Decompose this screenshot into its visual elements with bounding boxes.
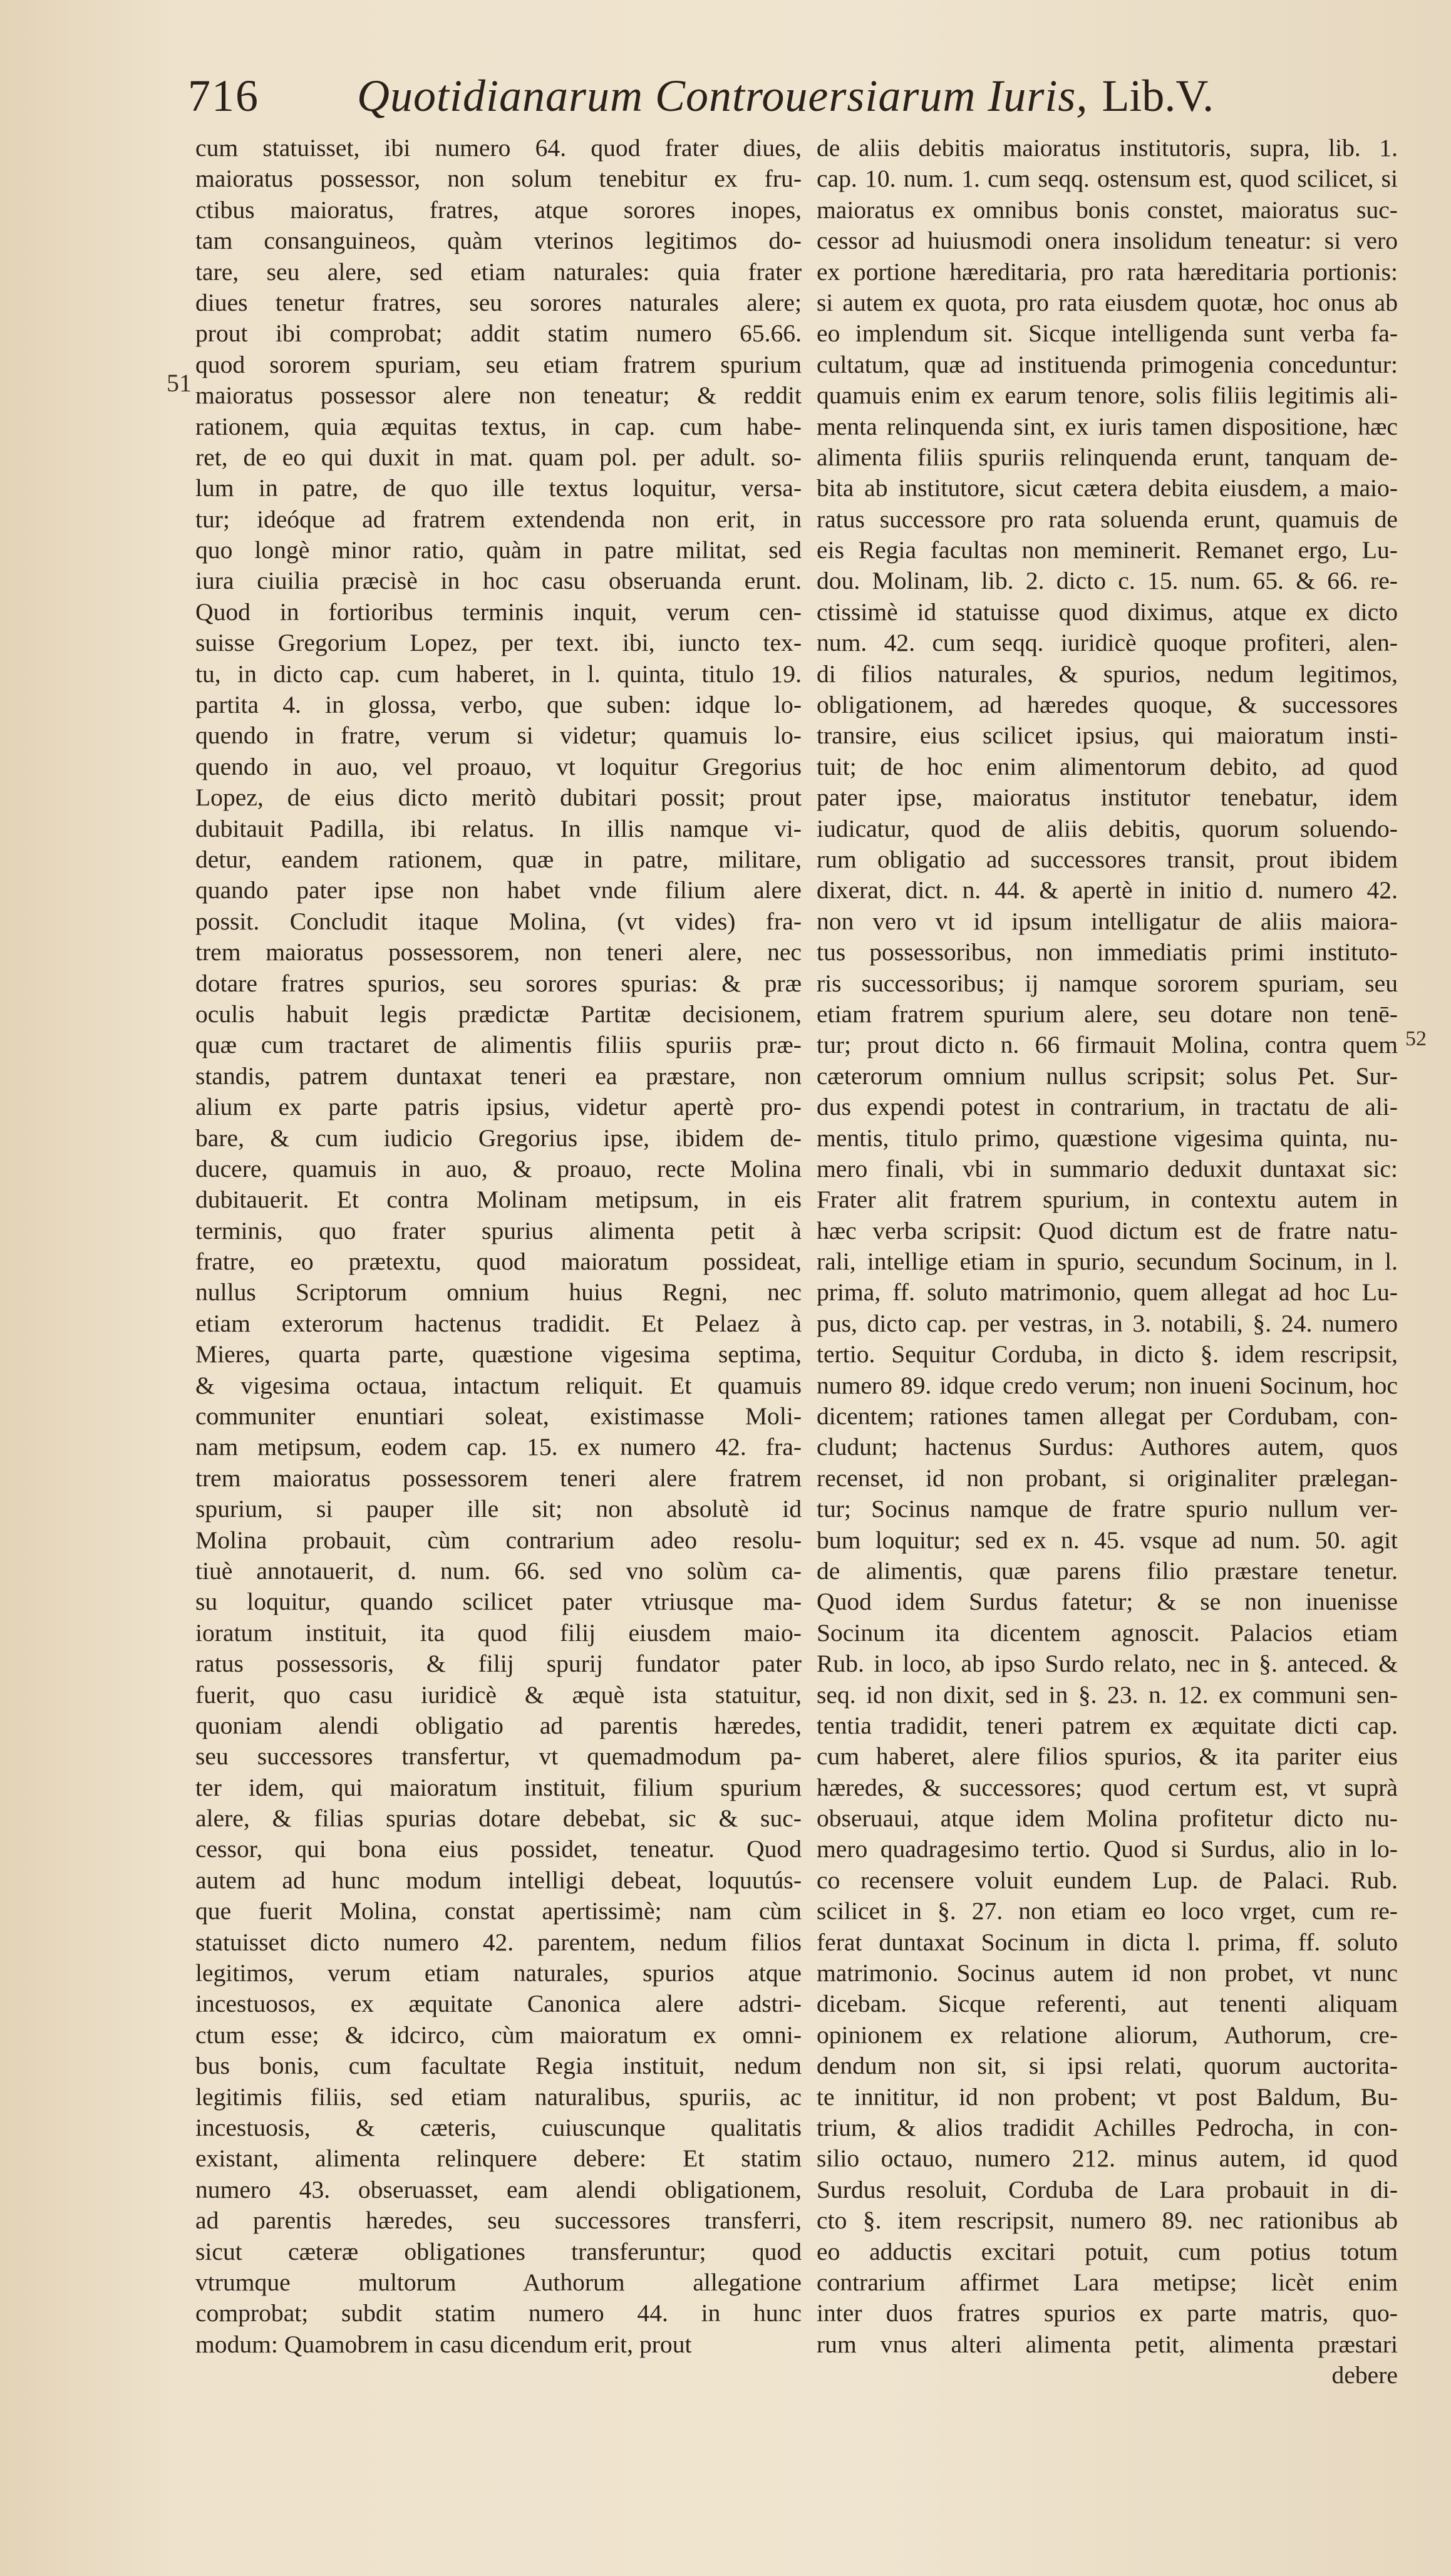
text-line: opinionem ex relatione aliorum, Authorum, cre- — [817, 2020, 1398, 2049]
text-line: su loquitur, quando scilicet pater vtriusque ma- — [195, 1588, 802, 1616]
text-line: quæ cum tractaret de alimentis filiis spuriis præ- — [195, 1031, 802, 1059]
text-line: modum: Quamobrem in casu dicendum erit, prout — [195, 2330, 692, 2358]
text-line: alimenta filiis spuriis relinquenda erunt, tanquam de- — [817, 443, 1398, 471]
text-line: ratus successore pro rata soluenda erunt, quamuis de — [817, 505, 1398, 533]
text-line: quando pater ipse non habet vnde filium alere — [195, 876, 802, 904]
text-line: suisse Gregorium Lopez, per text. ibi, iuncto tex- — [195, 629, 802, 657]
text-line: ret, de eo qui duxit in mat. quam pol. per adult. so- — [195, 443, 802, 471]
text-line: ter idem, qui maioratum instituit, filium spurium — [195, 1773, 802, 1801]
text-line: tam consanguineos, quàm vterinos legitimos do- — [195, 227, 802, 255]
text-line: legitimis filiis, sed etiam naturalibus, spuriis, ac — [195, 2082, 802, 2111]
text-line: cultatum, quæ ad instituenda primogenia conceduntur: — [817, 350, 1398, 378]
text-line: te innititur, id non probent; vt post Baldum, Bu- — [817, 2082, 1398, 2111]
text-line: quoniam alendi obligatio ad parentis hæredes, — [195, 1711, 802, 1739]
text-line: Mieres, quarta parte, quæstione vigesima septima, — [195, 1340, 802, 1368]
text-line: bita ab institutore, sicut cætera debita eiusdem, a maio- — [817, 474, 1398, 502]
text-line: quendo in fratre, verum si videtur; quamuis lo- — [195, 722, 802, 750]
text-line: cessor, qui bona eius possidet, teneatur. Quod — [195, 1835, 802, 1863]
text-line: silio octauo, numero 212. minus autem, id quod — [817, 2144, 1398, 2173]
text-line: contrarium affirmet Lara metipse; licèt enim — [817, 2268, 1398, 2296]
text-line: scilicet in §. 27. non etiam eo loco vrget, cum re- — [817, 1897, 1398, 1925]
text-line: maioratus possessor alere non teneatur; & reddit — [195, 381, 802, 410]
text-line: iudicatur, quod de aliis debitis, quorum soluendo- — [817, 814, 1398, 842]
text-line: nam metipsum, eodem cap. 15. ex numero 42. fra- — [195, 1433, 802, 1461]
running-header — [188, 70, 1378, 139]
text-line: ioratum instituit, ita quod filij eiusdem maio- — [195, 1618, 802, 1647]
text-line: trem maioratus possessorem, non teneri alere, nec — [195, 938, 802, 966]
text-line: ratus possessoris, & filij spurij fundator pater — [195, 1650, 802, 1678]
text-line: mero finali, vbi in summario deduxit duntaxat sic: — [817, 1154, 1398, 1182]
running-title: Quotidianarum Controuersiarum Iuris, — [357, 71, 1088, 121]
text-line: tare, seu alere, sed etiam naturales: quia frater — [195, 257, 802, 286]
left-text-column — [195, 133, 802, 2387]
text-line: tentia tradidit, teneri patrem ex æquitate dicti cap. — [817, 1711, 1398, 1739]
text-line: num. 42. cum seqq. iuridicè quoque profiteri, alen- — [817, 629, 1398, 657]
text-line: tur; ideóque ad fratrem extendenda non erit, in — [195, 505, 802, 533]
text-line: tiuè annotauerit, d. num. 66. sed vno solùm ca- — [195, 1556, 802, 1585]
text-line: tertio. Sequitur Corduba, in dicto §. idem rescripsit, — [817, 1340, 1398, 1368]
text-line: tus possessoribus, non immediatis primi instituto- — [817, 938, 1398, 966]
text-line: dicebam. Sicque referenti, aut tenenti aliquam — [817, 1990, 1398, 2018]
text-line: non vero vt id ipsum intelligatur de aliis maiora- — [817, 907, 1398, 935]
text-line: Quod in fortioribus terminis inquit, verum cen- — [195, 597, 802, 626]
text-line: seu successores transfertur, vt quemadmodum pa- — [195, 1742, 802, 1771]
text-line: incestuosis, & cæteris, cuiuscunque qualitatis — [195, 2114, 802, 2141]
text-line: legitimos, verum etiam naturales, spurios atque — [195, 1959, 802, 1987]
text-line: lum in patre, de quo ille textus loquitur, versa- — [195, 474, 802, 502]
text-line: pater ipse, maioratus institutor tenebatur, idem — [817, 784, 1398, 812]
text-line: cum haberet, alere filios spurios, & ita pariter eius — [817, 1742, 1398, 1771]
text-line: maioratus ex omnibus bonis constet, maioratus suc- — [817, 195, 1398, 224]
text-line: quo longè minor ratio, quàm in patre militat, sed — [195, 536, 802, 564]
text-line: terminis, quo frater spurius alimenta petit à — [195, 1216, 802, 1244]
text-line: oculis habuit legis prædictæ Partitæ decisionem, — [195, 1000, 802, 1028]
text-line: comprobat; subdit statim numero 44. in hunc — [195, 2299, 802, 2327]
text-line: obligationem, ad hæredes quoque, & successores — [817, 691, 1398, 719]
margin-note-left: 51 — [167, 369, 192, 397]
text-line: detur, eandem rationem, quæ in patre, militare, — [195, 845, 802, 873]
text-line: alium ex parte patris ipsius, videtur apertè pro- — [195, 1093, 802, 1121]
text-line: rum obligatio ad successores transit, prout ibidem — [817, 845, 1398, 873]
text-line: statuisset dicto numero 42. parentem, nedum filios — [195, 1928, 802, 1956]
text-line: matrimonio. Socinus autem id non probet, vt nunc — [817, 1959, 1398, 1987]
text-line: obseruaui, atque idem Molina profitetur dicto nu- — [817, 1804, 1398, 1833]
text-line: di filios naturales, & spurios, nedum legitimos, — [817, 660, 1398, 688]
text-line: bare, & cum iudicio Gregorius ipse, ibidem de- — [195, 1124, 802, 1152]
text-line: numero 43. obseruasset, eam alendi obligationem, — [195, 2175, 802, 2203]
text-line: bus bonis, cum facultate Regia instituit, nedum — [195, 2052, 802, 2080]
text-line: possit. Concludit itaque Molina, (vt vides) fra- — [195, 907, 802, 935]
text-line: mentis, titulo primo, quæstione vigesima quinta, nu- — [817, 1124, 1398, 1152]
text-line: cludunt; hactenus Surdus: Authores autem, quos — [817, 1433, 1398, 1461]
text-line: que fuerit Molina, constat apertissimè; nam cùm — [195, 1897, 802, 1925]
right-text-column — [817, 133, 1398, 2387]
text-line: cæterorum omnium nullus scripsit; solus Pet. Sur- — [817, 1062, 1398, 1090]
text-line: autem ad hunc modum intelligi debeat, loquutús- — [195, 1866, 802, 1894]
text-line: pus, dicto cap. per vestras, in 3. notabili, §. 24. numero — [817, 1309, 1398, 1337]
text-line: ex portione hæreditaria, pro rata hæreditaria portionis: — [817, 257, 1398, 286]
page-number: 716 — [188, 71, 259, 121]
text-line: partita 4. in glossa, verbo, que suben: idque lo- — [195, 691, 802, 719]
text-line: dixerat, dict. n. 44. & apertè in initio d. numero 42. — [817, 876, 1398, 904]
text-line: Molina probauit, cùm contrarium adeo resolu- — [195, 1526, 802, 1554]
text-line: communiter enuntiari soleat, existimasse Moli- — [195, 1402, 802, 1430]
text-line: co recensere voluit eundem Lup. de Palaci. Rub. — [817, 1866, 1398, 1894]
text-line: cum statuisset, ibi numero 64. quod frater diues, — [195, 134, 802, 162]
text-line: quamuis enim ex earum tenore, solis filiis legitimis ali- — [817, 381, 1398, 410]
text-line: tuit; de hoc enim alimentorum debito, ad quod — [817, 752, 1398, 780]
text-line: ferat duntaxat Socinum in dicta l. prima, ff. soluto — [817, 1928, 1398, 1956]
text-line: quendo in auo, vel proauo, vt loquitur Gregorius — [195, 752, 802, 780]
text-line: hæredes, & successores; quod certum est, vt suprà — [817, 1773, 1398, 1801]
text-line: rali, intellige etiam in spurio, secundum Socinum, in l. — [817, 1248, 1398, 1276]
text-line: fuerit, quo casu iuridicè & æquè ista statuitur, — [195, 1680, 802, 1709]
text-line: existant, alimenta relinquere debere: Et statim — [195, 2144, 802, 2173]
text-line: cap. 10. num. 1. cum seqq. ostensum est, quod scilicet, si — [817, 165, 1398, 193]
text-line: mero quadragesimo tertio. Quod si Surdus, alio in lo- — [817, 1835, 1398, 1863]
text-line: quod sororem spuriam, seu etiam fratrem spurium — [195, 350, 802, 378]
text-line: eo adductis excitari potuit, cum potius totum — [817, 2237, 1398, 2265]
text-line: trem maioratus possessorem teneri alere fratrem — [195, 1464, 802, 1492]
text-line: dou. Molinam, lib. 2. dicto c. 15. num. 65. & 66. re- — [817, 567, 1398, 595]
text-line: numero 89. idque credo verum; non inueni Socinum, hoc — [817, 1371, 1398, 1399]
text-line: tu, in dicto cap. cum haberet, in l. quinta, titulo 19. — [195, 660, 802, 688]
text-line: eo implendum sit. Sicque intelligenda sunt verba fa- — [817, 319, 1398, 348]
text-line: prima, ff. soluto matrimonio, quem allegat ad hoc Lu- — [817, 1278, 1398, 1306]
running-book-label: Lib.V. — [1102, 71, 1214, 121]
text-line: bum loquitur; sed ex n. 45. vsque ad num. 50. agit — [817, 1526, 1398, 1554]
text-line: cessor ad huiusmodi onera insolidum teneatur: si vero — [817, 227, 1398, 255]
text-line: hæc verba scripsit: Quod dictum est de fratre natu- — [817, 1216, 1398, 1244]
text-line: dubitauit Padilla, ibi relatus. In illis namque vi- — [195, 814, 802, 842]
text-line: fratre, eo prætextu, quod maioratum possideat, — [195, 1248, 802, 1276]
text-line: si autem ex quota, pro rata eiusdem quotæ, hoc onus ab — [817, 288, 1398, 316]
text-line: Surdus resoluit, Corduba de Lara probauit in di- — [817, 2175, 1398, 2203]
text-line: standis, patrem duntaxat teneri ea præstare, non — [195, 1062, 802, 1090]
text-line: ctissimè id statuisse quod diximus, atque ex dicto — [817, 597, 1398, 626]
text-line: de alimentis, quæ parens filio præstare tenetur. — [817, 1556, 1398, 1585]
text-line: dubitauerit. Et contra Molinam metipsum, in eis — [195, 1186, 802, 1214]
text-line: ducere, quamuis in auo, & proauo, recte Molina — [195, 1154, 802, 1182]
text-line: transire, eius scilicet ipsius, qui maioratum insti- — [817, 722, 1398, 750]
text-line: seq. id non dixit, sed in §. 23. n. 12. ex communi sen- — [817, 1680, 1398, 1709]
text-line: tur; Socinus namque de fratre spurio nullum ver- — [817, 1495, 1398, 1523]
text-line: debere — [1331, 2361, 1398, 2387]
text-line: Rub. in loco, ab ipso Surdo relato, nec in §. anteced. & — [817, 1650, 1398, 1678]
text-line: sicut cæteræ obligationes transferuntur; quod — [195, 2237, 802, 2265]
text-line: iura ciuilia præcisè in hoc casu obseruanda erunt. — [195, 567, 802, 595]
text-line: ad parentis hæredes, seu successores transferri, — [195, 2206, 802, 2235]
text-line: maioratus possessor, non solum tenebitur ex fru- — [195, 165, 802, 193]
text-line: dicentem; rationes tamen allegat per Cordubam, con- — [817, 1402, 1398, 1430]
text-line: Quod idem Surdus fatetur; & se non inuenisse — [817, 1588, 1398, 1616]
text-line: Lopez, de eius dicto meritò dubitari possit; prout — [195, 784, 802, 812]
text-line: menta relinquenda sint, ex iuris tamen dispositione, hæc — [817, 412, 1398, 440]
text-line: de aliis debitis maioratus institutoris, supra, lib. 1. — [817, 134, 1398, 162]
text-line: inter duos fratres spurios ex parte matris, quo- — [817, 2299, 1398, 2327]
text-line: trium, & alios tradidit Achilles Pedrocha, in con- — [817, 2114, 1398, 2141]
text-line: ris successoribus; ij namque sororem spuriam, seu — [817, 969, 1398, 997]
text-line: diues tenetur fratres, seu sorores naturales alere; — [195, 288, 802, 316]
text-line: dus expendi potest in contrarium, in tractatu de ali- — [817, 1093, 1398, 1121]
text-line: incestuosos, ex æquitate Canonica alere adstri- — [195, 1990, 802, 2018]
text-line: cto §. item rescripsit, numero 89. nec rationibus ab — [817, 2206, 1398, 2235]
text-line: alere, & filias spurias dotare debebat, sic & suc- — [195, 1804, 802, 1833]
margin-note-right: 52 — [1405, 1027, 1427, 1050]
text-line: ctum esse; & idcirco, cùm maioratum ex omni- — [195, 2020, 802, 2049]
text-line: ctibus maioratus, fratres, atque sorores inopes, — [195, 195, 802, 224]
text-line: spurium, si pauper ille sit; non absolutè id — [195, 1495, 802, 1523]
text-line: Socinum ita dicentem agnoscit. Palacios etiam — [817, 1618, 1398, 1647]
text-line: tur; prout dicto n. 66 firmauit Molina, contra quem — [817, 1031, 1398, 1059]
text-line: nullus Scriptorum omnium huius Regni, nec — [195, 1278, 802, 1306]
text-line: recenset, id non probant, si originaliter prælegan- — [817, 1464, 1398, 1492]
text-line: dendum non sit, si ipsi relati, quorum auctorita- — [817, 2052, 1398, 2080]
text-line: prout ibi comprobat; addit statim numero 65.66. — [195, 319, 802, 348]
text-line: eis Regia facultas non meminerit. Remanet ergo, Lu- — [817, 536, 1398, 564]
text-line: & vigesima octaua, intactum reliquit. Et quamuis — [195, 1371, 802, 1399]
text-line: etiam fratrem spurium alere, seu dotare non tenē- — [817, 1000, 1398, 1028]
text-line: vtrumque multorum Authorum allegatione — [195, 2268, 802, 2296]
text-line: dotare fratres spurios, seu sorores spurias: & præ — [195, 969, 802, 997]
text-line: rum vnus alteri alimenta petit, alimenta præstari — [817, 2330, 1398, 2358]
text-line: rationem, quia æquitas textus, in cap. cum habe- — [195, 412, 802, 440]
text-line: Frater alit fratrem spurium, in contextu autem in — [817, 1186, 1398, 1214]
text-line: etiam exterorum hactenus tradidit. Et Pelaez à — [195, 1309, 802, 1337]
